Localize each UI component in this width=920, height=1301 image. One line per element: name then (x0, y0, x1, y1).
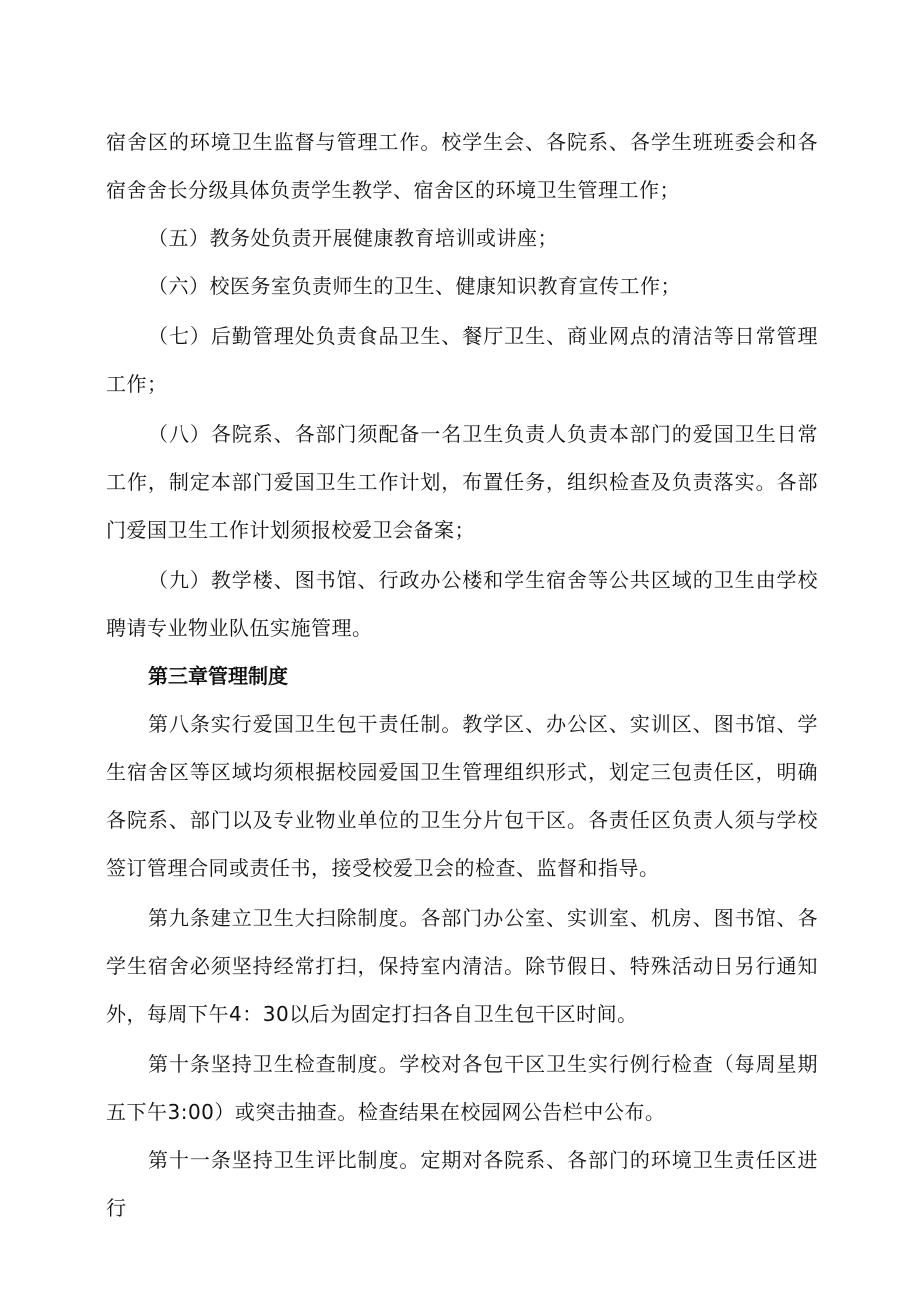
article-10: 第十条坚持卫生检查制度。学校对各包干区卫生实行例行检查（每周星期五下午3:00）或突击抽查。检查结果在校园网公告栏中公布。 (106, 1052, 818, 1124)
paragraph-item-5: （五）教务处负责开展健康教育培训或讲座； (148, 226, 558, 250)
paragraph-item-8: （八）各院系、各部门须配备一名卫生负责人负责本部门的爱国卫生日常工作，制定本部门爱国卫生工作计划，布置任务，组织检查及负责落实。各部门爱国卫生工作计划须报校爱卫会备案； (106, 422, 818, 542)
article-8: 第八条实行爱国卫生包干责任制。教学区、办公区、实训区、图书馆、学生宿舍区等区域均须根据校园爱国卫生管理组织形式，划定三包责任区，明确各院系、部门以及专业物业单位的卫生分片包干区。各责任区负责人须与学校签订管理合同或责任书，接受校爱卫会的检查、监督和指导。 (106, 712, 818, 880)
paragraph-item-9: （九）教学楼、图书馆、行政办公楼和学生宿舍等公共区域的卫生由学校聘请专业物业队伍实施管理。 (106, 568, 818, 640)
chapter-title: 第三章管理制度 (148, 664, 288, 688)
paragraph-dormitory-continuation: 宿舍区的环境卫生监督与管理工作。校学生会、各院系、各学生班班委会和各宿舍舍长分级具体负责学生教学、宿舍区的环境卫生管理工作； (106, 130, 818, 202)
article-9: 第九条建立卫生大扫除制度。各部门办公室、实训室、机房、图书馆、各学生宿舍必须坚持经常打扫，保持室内清洁。除节假日、特殊活动日另行通知外，每周下午4：30以后为固定打扫各自卫生包干区时间。 (106, 906, 818, 1026)
paragraph-item-6: （六）校医务室负责师生的卫生、健康知识教育宣传工作； (148, 274, 681, 298)
article-11: 第十一条坚持卫生评比制度。定期对各院系、各部门的环境卫生责任区进行 (106, 1148, 818, 1220)
paragraph-item-7: （七）后勤管理处负责食品卫生、餐厅卫生、商业网点的清洁等日常管理工作； (106, 324, 818, 396)
